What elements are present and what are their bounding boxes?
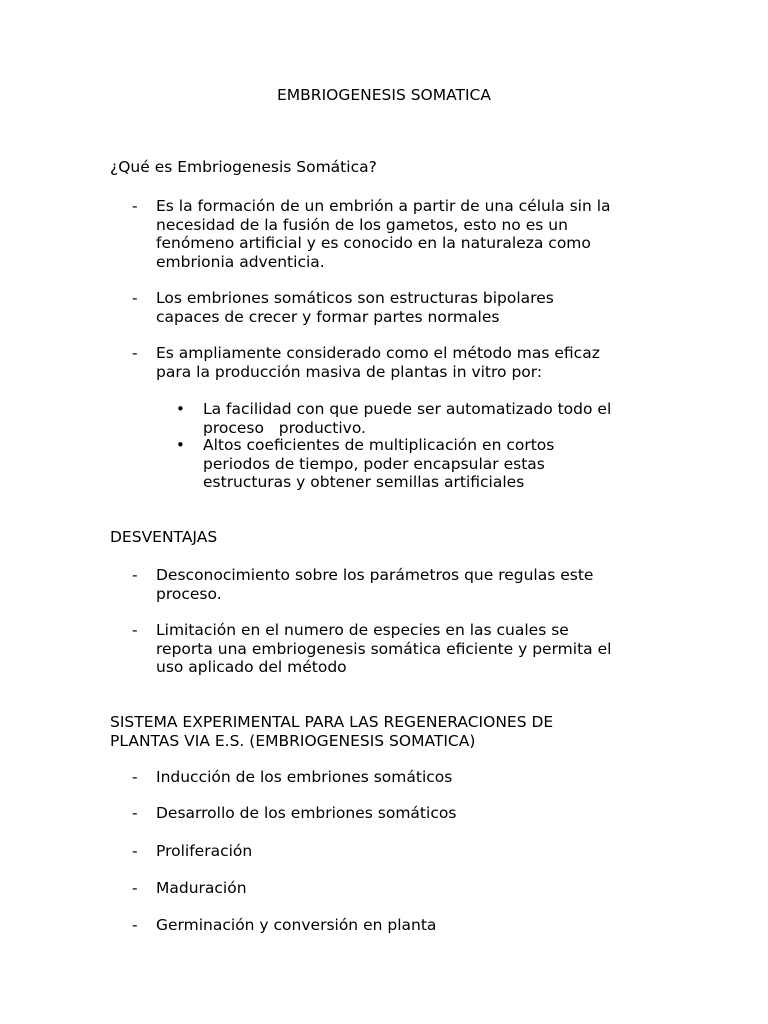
dash-marker: -	[132, 289, 138, 307]
dash-marker: -	[132, 197, 138, 215]
document-title: EMBRIOGENESIS SOMATICA	[277, 86, 491, 104]
text-line: necesidad de la fusión de los gametos, esto no es un	[156, 215, 568, 234]
bullet-item-text	[203, 400, 663, 437]
bullet-item-text	[203, 436, 663, 492]
text-line: uso aplicado del método	[156, 658, 347, 676]
text-line: La facilidad con que puede ser automatizado todo el	[203, 400, 612, 418]
section-heading-sistema-experimental	[110, 713, 670, 750]
text-line: para la producción masiva de plantas in vitro por:	[156, 362, 543, 381]
text-line: Es ampliamente considerado como el método mas eficaz	[156, 344, 600, 362]
list-item-text	[156, 197, 656, 271]
list-item-text: Desarrollo de los embriones somáticos	[156, 804, 457, 822]
text-line: Altos coeficientes de multiplicación en cortos	[203, 436, 555, 454]
dash-marker: -	[132, 621, 138, 639]
list-item-text: Maduración	[156, 879, 247, 897]
text-line: Los embriones somáticos son estructuras bipolares	[156, 289, 554, 307]
text-line: proceso productivo.	[203, 418, 366, 437]
list-item-text	[156, 344, 656, 381]
text-line: proceso.	[156, 584, 222, 603]
text-line: Limitación en el numero de especies en las cuales se	[156, 621, 569, 639]
dash-marker: -	[132, 344, 138, 362]
list-item-text: Germinación y conversión en planta	[156, 916, 437, 934]
bullet-marker: •	[176, 436, 185, 454]
list-item-text: Proliferación	[156, 842, 253, 860]
bullet-marker: •	[176, 400, 185, 418]
text-line: Es la formación de un embrión a partir de una célula sin la	[156, 197, 611, 215]
text-line: fenómeno artificial y es conocido en la naturaleza como	[156, 234, 591, 252]
dash-marker: -	[132, 804, 138, 822]
text-line: reporta una embriogenesis somática eficiente y permita el	[156, 639, 612, 658]
dash-marker: -	[132, 768, 138, 786]
list-item-text	[156, 289, 656, 326]
text-line: Desconocimiento sobre los parámetros que regulas este	[156, 566, 594, 584]
dash-marker: -	[132, 566, 138, 584]
list-item-text	[156, 566, 656, 603]
list-item-text: Inducción de los embriones somáticos	[156, 768, 453, 786]
text-line: estructuras y obtener semillas artificiales	[203, 473, 525, 491]
text-line: SISTEMA EXPERIMENTAL PARA LAS REGENERACIONES DE	[110, 713, 554, 731]
text-line: capaces de crecer y formar partes normales	[156, 307, 500, 326]
section-heading-que-es: ¿Qué es Embriogenesis Somática?	[110, 158, 377, 176]
text-line: periodos de tiempo, poder encapsular estas	[203, 454, 545, 473]
text-line: embrionia adventicia.	[156, 252, 325, 271]
dash-marker: -	[132, 879, 138, 897]
section-heading-desventajas: DESVENTAJAS	[110, 528, 218, 546]
dash-marker: -	[132, 842, 138, 860]
dash-marker: -	[132, 916, 138, 934]
list-item-text	[156, 621, 656, 677]
text-line: PLANTAS VIA E.S. (EMBRIOGENESIS SOMATICA)	[110, 731, 476, 750]
